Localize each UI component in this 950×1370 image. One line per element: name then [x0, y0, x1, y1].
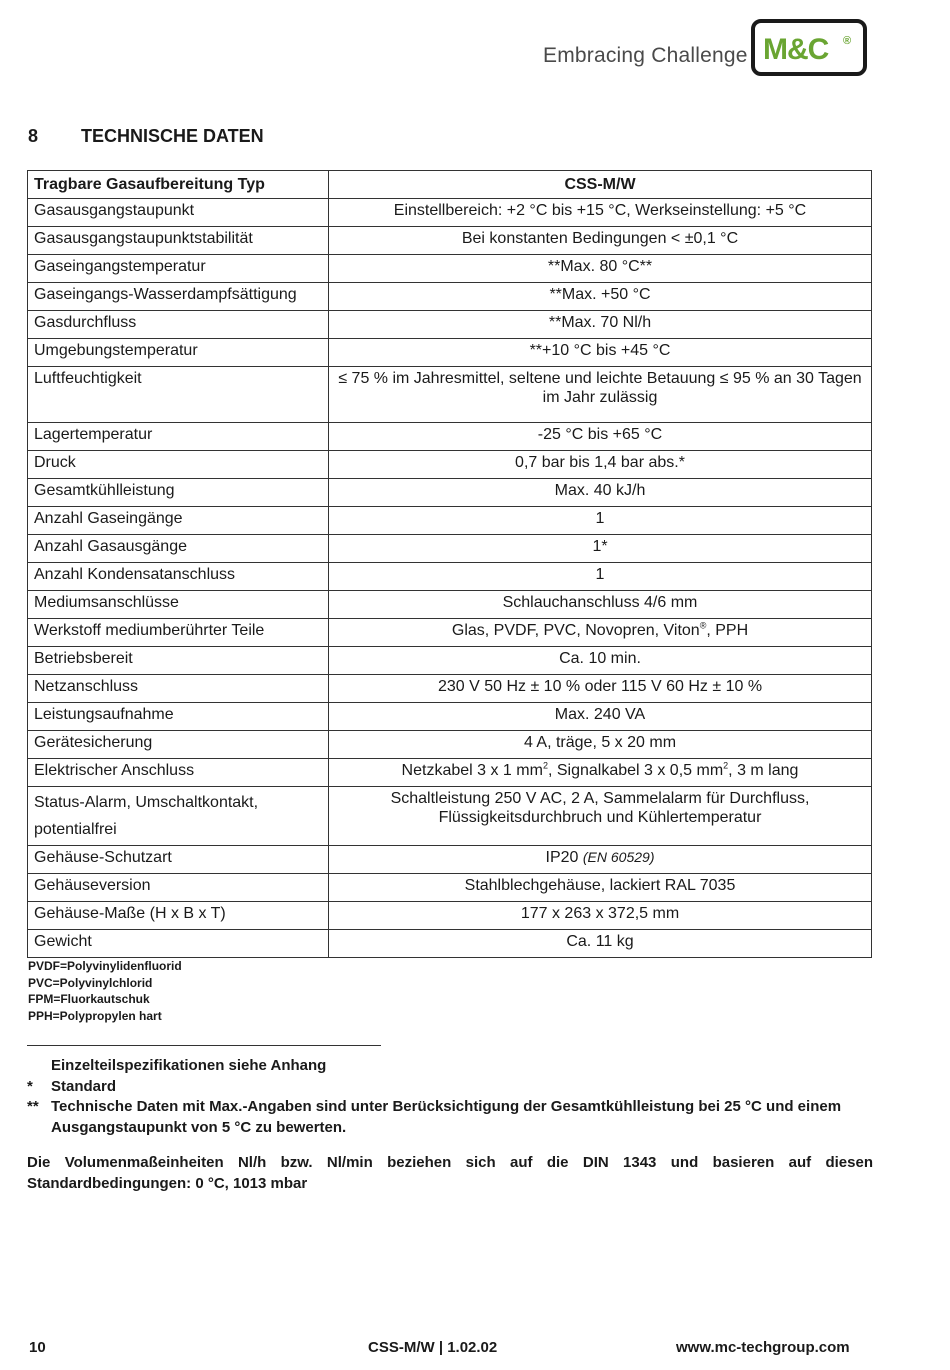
- value-part: , Signalkabel 3 x 0,5 mm: [547, 762, 724, 779]
- row-label: Mediumsanschlüsse: [28, 591, 329, 619]
- footnote-text: Standard: [51, 1077, 117, 1095]
- standard-conditions-note: Die Volumenmaßeinheiten Nl/h bzw. Nl/min beziehen sich auf die DIN 1343 und basieren auf diesen Standardbedingungen: 0 °C, 1013 mbar: [27, 1154, 873, 1192]
- table-row: [28, 199, 872, 227]
- footnote-mark: *: [27, 1077, 33, 1095]
- row-value: **Max. 70 Nl/h: [329, 311, 872, 339]
- row-value: Ca. 11 kg: [329, 930, 872, 958]
- row-label: Elektrischer Anschluss: [28, 759, 329, 787]
- document-id: CSS-M/W | 1.02.02: [368, 1339, 498, 1356]
- row-value: [329, 846, 872, 874]
- row-value: 230 V 50 Hz ± 10 % oder 115 V 60 Hz ± 10 %: [329, 675, 872, 703]
- table-row: [28, 787, 872, 846]
- page-number: 10: [29, 1339, 46, 1356]
- logo-registered-mark: ®: [843, 35, 852, 47]
- footnote-mark: [27, 1056, 51, 1077]
- abbreviation-item: PVC=Polyvinylchlorid: [28, 975, 153, 990]
- section-title: TECHNISCHE DATEN: [81, 126, 264, 146]
- row-label: Gasdurchfluss: [28, 311, 329, 339]
- row-label: Gehäuseversion: [28, 874, 329, 902]
- row-value: Max. 240 VA: [329, 703, 872, 731]
- abbreviation-item: FPM=Fluorkautschuk: [28, 992, 150, 1006]
- svg-text:®: [843, 35, 851, 47]
- row-value: Stahlblechgehäuse, lackiert RAL 7035: [329, 874, 872, 902]
- abbreviation-list: [28, 958, 182, 1024]
- standard-reference: (EN 60529): [582, 849, 655, 865]
- svg-text:M&C: [763, 33, 829, 66]
- table-row: [28, 479, 872, 507]
- row-label: Lagertemperatur: [28, 423, 329, 451]
- table-row: [28, 675, 872, 703]
- footnote-divider: [27, 1045, 381, 1046]
- section-heading: [28, 126, 264, 147]
- row-value: Einstellbereich: +2 °C bis +15 °C, Werkseinstellung: +5 °C: [329, 199, 872, 227]
- table-row: [28, 619, 872, 647]
- table-row: [28, 311, 872, 339]
- table-row: [28, 731, 872, 759]
- row-label: Gerätesicherung: [28, 731, 329, 759]
- row-value: **Max. +50 °C: [329, 283, 872, 311]
- row-value: Ca. 10 min.: [329, 647, 872, 675]
- row-label: Gasausgangstaupunkt: [28, 199, 329, 227]
- row-label: Druck: [28, 451, 329, 479]
- row-value: -25 °C bis +65 °C: [329, 423, 872, 451]
- table-header-row: [28, 171, 872, 199]
- table-row: [28, 283, 872, 311]
- table-row: [28, 874, 872, 902]
- footnote-item: [27, 1056, 873, 1077]
- row-value: 0,7 bar bis 1,4 bar abs.*: [329, 451, 872, 479]
- squared-superscript: 2: [723, 760, 729, 771]
- row-label: Anzahl Gasausgänge: [28, 535, 329, 563]
- footnote-text: Einzelteilspezifikationen siehe Anhang: [51, 1057, 327, 1074]
- row-label: Gaseingangstemperatur: [28, 255, 329, 283]
- table-row: [28, 451, 872, 479]
- value-part: Netzkabel 3 x 1 mm: [401, 762, 543, 779]
- table-row: [28, 367, 872, 423]
- row-value: 1: [329, 507, 872, 535]
- value-part: , PPH: [706, 622, 749, 639]
- table-row: [28, 563, 872, 591]
- footnote-item: [27, 1077, 873, 1098]
- table-row: [28, 227, 872, 255]
- row-value: 4 A, träge, 5 x 20 mm: [329, 731, 872, 759]
- footnote-text: Technische Daten mit Max.-Angaben sind unter Berücksichtigung der Gesamtkühlleistung bei 25 °C und einem Ausgangstaupunkt von 5 °C zu bewerten.: [51, 1098, 842, 1136]
- technical-data-table: [27, 170, 872, 958]
- row-value: Bei konstanten Bedingungen < ±0,1 °C: [329, 227, 872, 255]
- registered-superscript: ®: [699, 620, 707, 631]
- row-value: Max. 40 kJ/h: [329, 479, 872, 507]
- row-value: **Max. 80 °C**: [329, 255, 872, 283]
- row-label: Gaseingangs-Wasserdampfsättigung: [28, 283, 329, 311]
- row-label: Netzanschluss: [28, 675, 329, 703]
- value-part: , 3 m lang: [728, 762, 799, 779]
- row-label: Leistungsaufnahme: [28, 703, 329, 731]
- table-row: [28, 703, 872, 731]
- logo-text: M&C: [763, 33, 829, 66]
- footnotes: [27, 1056, 873, 1194]
- row-label: Umgebungstemperatur: [28, 339, 329, 367]
- abbreviation-item: PVDF=Polyvinylidenfluorid: [28, 959, 182, 973]
- table-row: [28, 255, 872, 283]
- tagline: Embracing Challenge: [543, 44, 748, 67]
- header-cell-property: Tragbare Gasaufbereitung Typ: [28, 171, 329, 199]
- row-label: Betriebsbereit: [28, 647, 329, 675]
- row-label: Anzahl Gaseingänge: [28, 507, 329, 535]
- table-row: [28, 339, 872, 367]
- table-row: [28, 647, 872, 675]
- table-row: [28, 535, 872, 563]
- row-value: Schaltleistung 250 V AC, 2 A, Sammelalarm für Durchfluss, Flüssigkeitsdurchbruch und Kühlertemperatur: [329, 787, 872, 846]
- row-label: Status-Alarm, Umschaltkontakt, potentialfrei: [28, 787, 329, 846]
- row-value: **+10 °C bis +45 °C: [329, 339, 872, 367]
- row-label: Gewicht: [28, 930, 329, 958]
- footnote-mark: **: [27, 1098, 39, 1115]
- table-row: [28, 846, 872, 874]
- footnote-item: [27, 1097, 873, 1138]
- row-label: Werkstoff mediumberührter Teile: [28, 619, 329, 647]
- website-link[interactable]: www.mc-techgroup.com: [676, 1339, 850, 1356]
- table-row: [28, 591, 872, 619]
- row-label: Anzahl Kondensatanschluss: [28, 563, 329, 591]
- row-value: Schlauchanschluss 4/6 mm: [329, 591, 872, 619]
- row-value: 1: [329, 563, 872, 591]
- table-row: [28, 423, 872, 451]
- row-value: 1*: [329, 535, 872, 563]
- header-cell-value: CSS-M/W: [329, 171, 872, 199]
- row-value: 177 x 263 x 372,5 mm: [329, 902, 872, 930]
- row-value: [329, 759, 872, 787]
- row-value: [329, 619, 872, 647]
- section-number: 8: [28, 126, 39, 146]
- table-row: [28, 759, 872, 787]
- row-label: Gasausgangstaupunktstabilität: [28, 227, 329, 255]
- row-value: ≤ 75 % im Jahresmittel, seltene und leichte Betauung ≤ 95 % an 30 Tagen im Jahr zulässig: [329, 367, 872, 423]
- row-label: Luftfeuchtigkeit: [28, 367, 329, 423]
- company-logo: [751, 19, 867, 76]
- value-part: Glas, PVDF, PVC, Novopren, Viton: [451, 622, 700, 639]
- row-label: Gehäuse-Maße (H x B x T): [28, 902, 329, 930]
- row-label: Gesamtkühlleistung: [28, 479, 329, 507]
- row-label: Gehäuse-Schutzart: [28, 846, 329, 874]
- table-row: [28, 507, 872, 535]
- value-part: IP20: [545, 849, 579, 866]
- table-row: [28, 902, 872, 930]
- abbreviation-item: PPH=Polypropylen hart: [28, 1008, 162, 1023]
- table-row: [28, 930, 872, 958]
- squared-superscript: 2: [542, 760, 548, 771]
